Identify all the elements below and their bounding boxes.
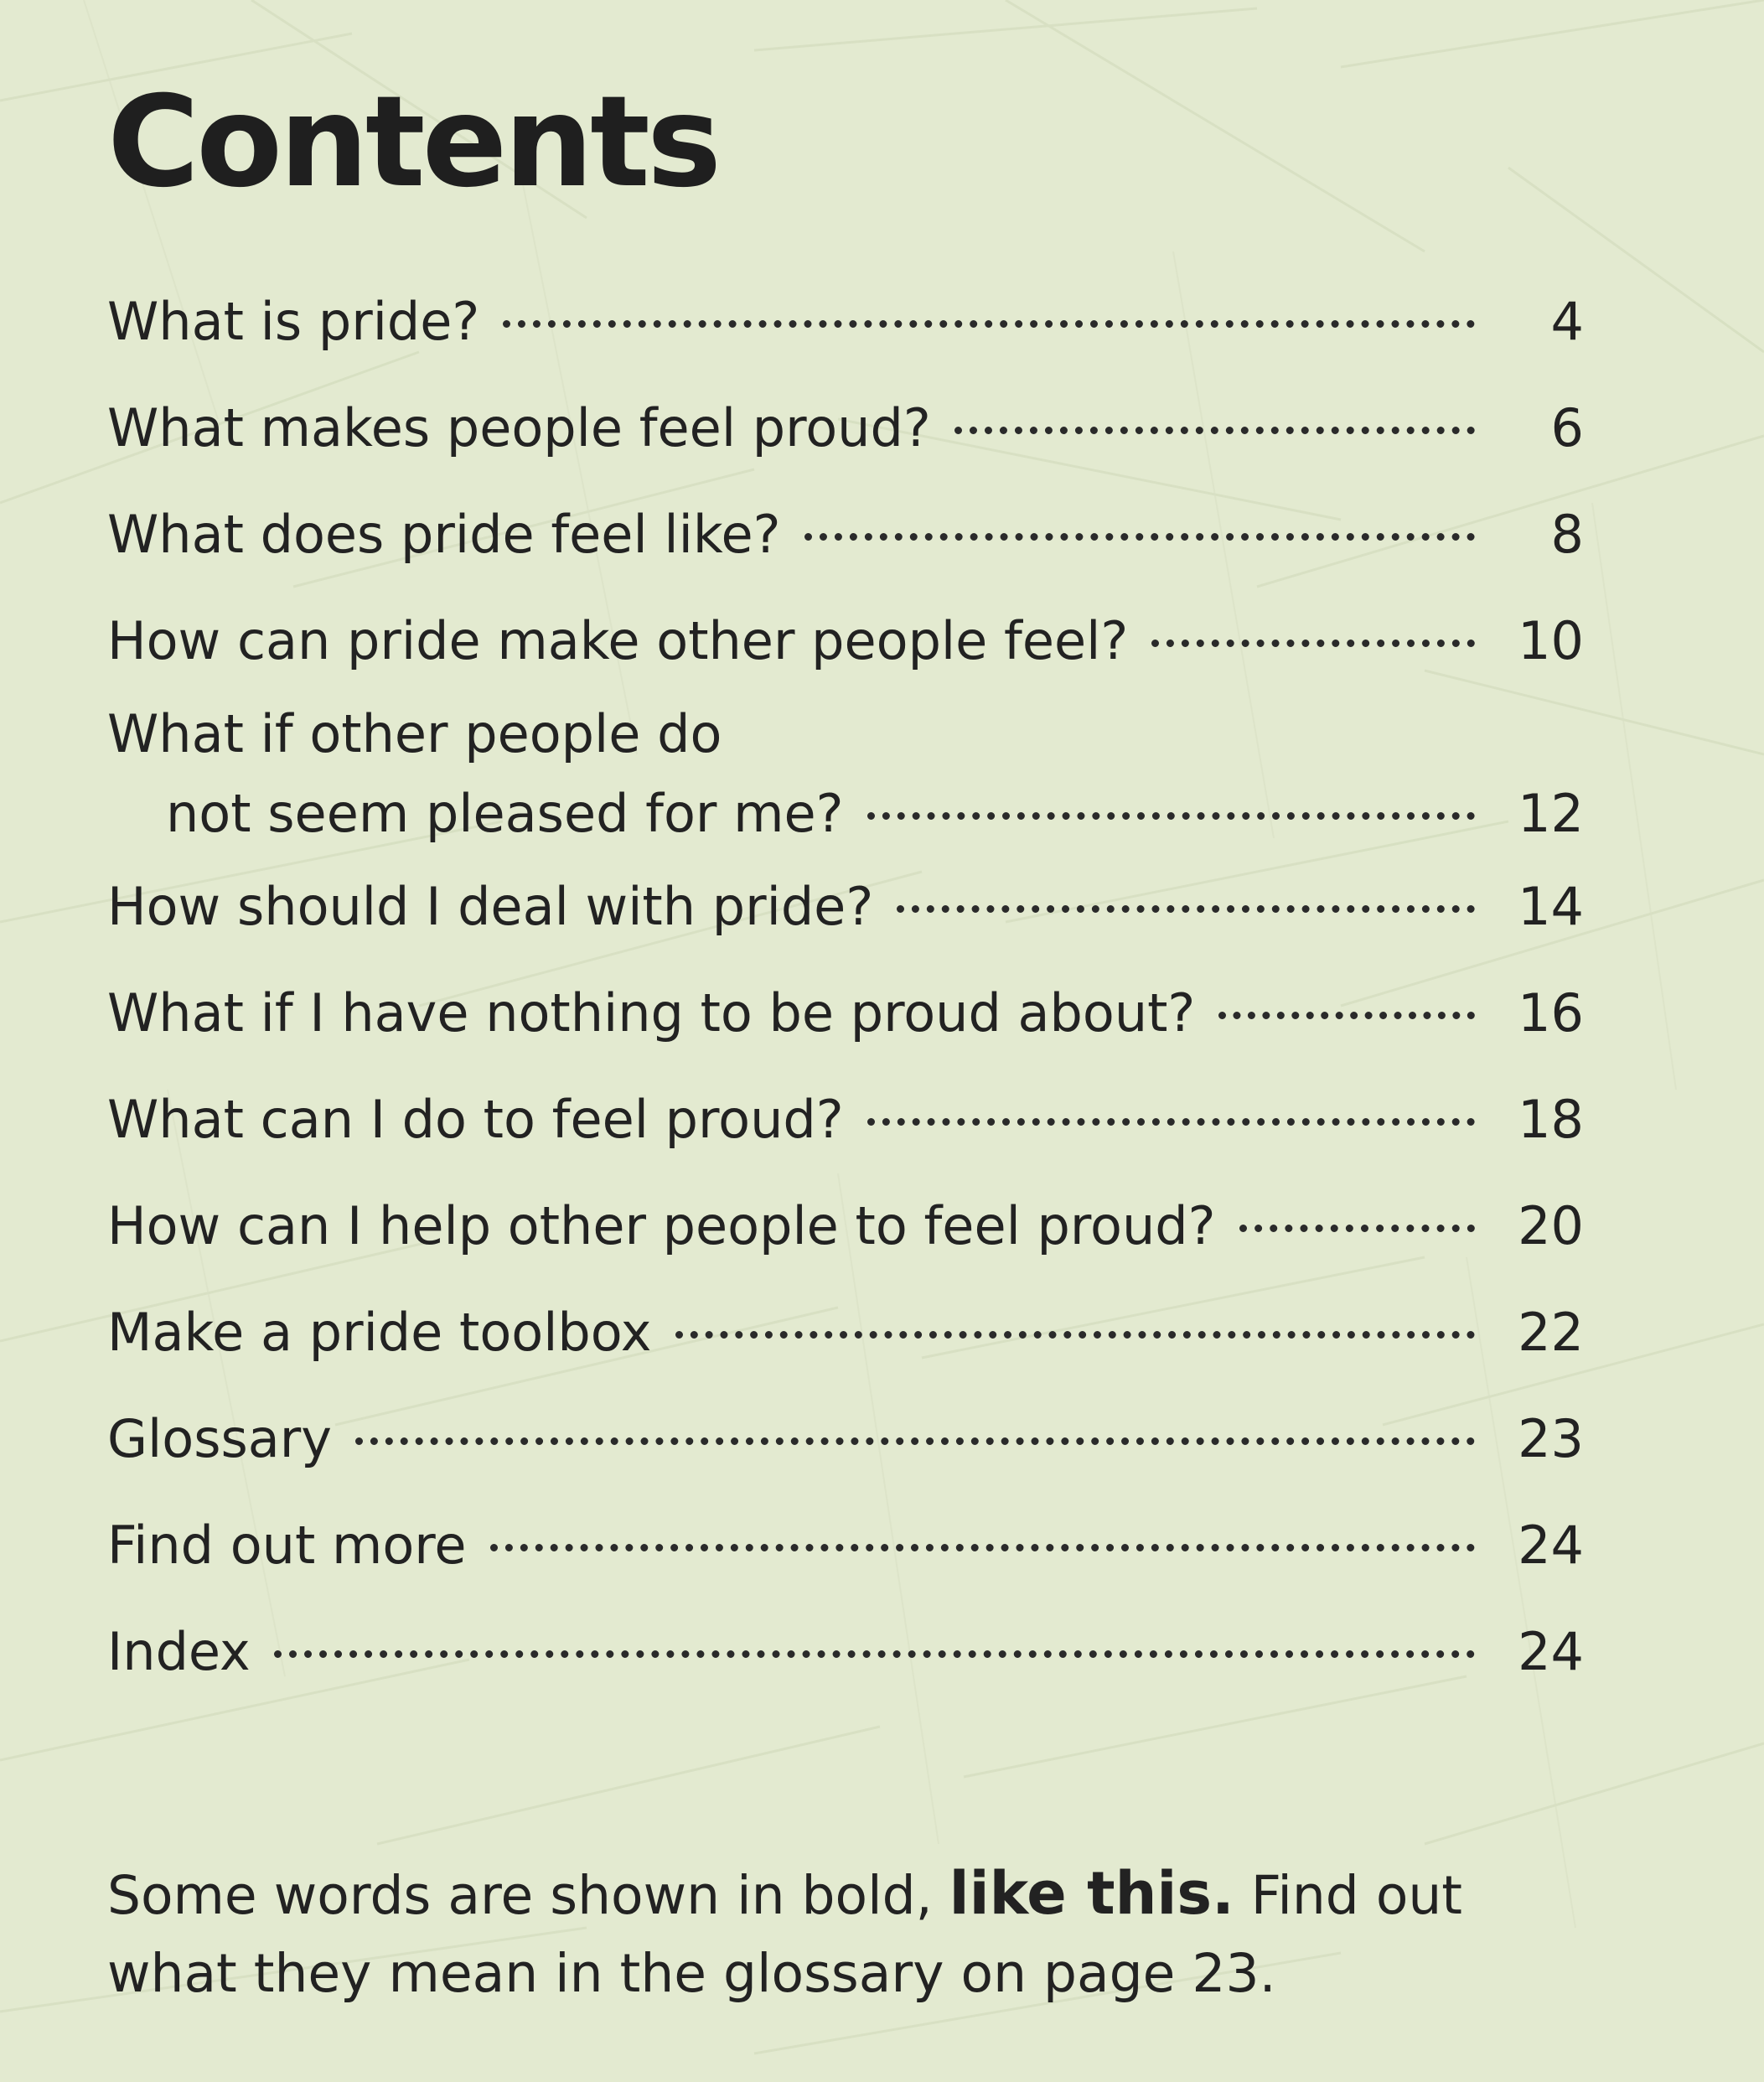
toc-entry-page: 8 — [1550, 504, 1584, 565]
toc-entry-page: 6 — [1550, 397, 1584, 458]
toc-entry[interactable] — [107, 268, 1584, 375]
page-title: Contents — [107, 70, 719, 215]
toc-entry[interactable] — [107, 1173, 1584, 1279]
toc-entry[interactable] — [107, 853, 1584, 960]
contents-page — [107, 70, 1584, 2004]
toc-entry-page: 18 — [1518, 1089, 1584, 1150]
toc-entry-title-line2: not seem pleased for me? — [166, 783, 844, 844]
dot-leader — [1239, 1225, 1476, 1232]
toc-entry-page: 24 — [1518, 1515, 1584, 1576]
dot-leader — [274, 1650, 1475, 1658]
toc-entry-title: What makes people feel proud? — [107, 397, 931, 458]
toc-entry-line2 — [107, 774, 1584, 853]
toc-entry-title: What is pride? — [107, 291, 480, 352]
toc-entry[interactable] — [107, 1279, 1584, 1385]
toc-entry-title: How can pride make other people feel? — [107, 610, 1129, 671]
table-of-contents — [107, 268, 1584, 1705]
toc-entry-title: Find out more — [107, 1515, 467, 1576]
dot-leader — [897, 905, 1475, 913]
glossary-note-bold-example: like this. — [949, 1859, 1234, 1928]
toc-entry-title: Index — [107, 1621, 251, 1682]
toc-entry-page: 12 — [1518, 783, 1584, 844]
dot-leader — [804, 533, 1475, 541]
toc-entry-title: What can I do to feel proud? — [107, 1089, 844, 1150]
toc-entry[interactable] — [107, 960, 1584, 1066]
dot-leader — [954, 427, 1475, 434]
toc-entry-page: 20 — [1518, 1195, 1584, 1256]
toc-entry-title: Make a pride toolbox — [107, 1302, 652, 1363]
toc-entry[interactable] — [107, 694, 1584, 853]
glossary-note-after: Find out what they mean in the glossary on page 23. — [107, 1865, 1462, 2004]
dot-leader — [867, 812, 1475, 820]
toc-entry-title: How can I help other people to feel proud? — [107, 1195, 1216, 1256]
toc-entry[interactable] — [107, 1492, 1584, 1598]
glossary-note-before: Some words are shown in bold, — [107, 1865, 949, 1926]
dot-leader — [355, 1437, 1475, 1445]
dot-leader — [503, 320, 1475, 328]
glossary-note — [107, 1855, 1584, 2012]
dot-leader — [1218, 1012, 1475, 1019]
toc-entry[interactable] — [107, 481, 1584, 588]
toc-entry-title: What if I have nothing to be proud about? — [107, 982, 1196, 1044]
toc-entry-page: 10 — [1518, 610, 1584, 671]
dot-leader — [675, 1331, 1476, 1339]
dot-leader — [1151, 640, 1475, 647]
toc-entry[interactable] — [107, 1598, 1584, 1705]
toc-entry[interactable] — [107, 1066, 1584, 1173]
toc-entry-page: 4 — [1550, 291, 1584, 352]
toc-entry[interactable] — [107, 375, 1584, 481]
toc-entry-title-line1: What if other people do — [107, 703, 722, 764]
dot-leader — [867, 1118, 1475, 1126]
toc-entry-page: 22 — [1518, 1302, 1584, 1363]
toc-entry-page: 16 — [1518, 982, 1584, 1044]
toc-entry-title: How should I deal with pride? — [107, 876, 874, 937]
toc-entry-title: What does pride feel like? — [107, 504, 781, 565]
toc-entry-page: 14 — [1518, 876, 1584, 937]
toc-entry-page: 23 — [1518, 1408, 1584, 1469]
toc-entry[interactable] — [107, 1385, 1584, 1492]
toc-entry-page: 24 — [1518, 1621, 1584, 1682]
toc-entry[interactable] — [107, 588, 1584, 694]
dot-leader — [490, 1544, 1475, 1551]
toc-entry-title: Glossary — [107, 1408, 332, 1469]
